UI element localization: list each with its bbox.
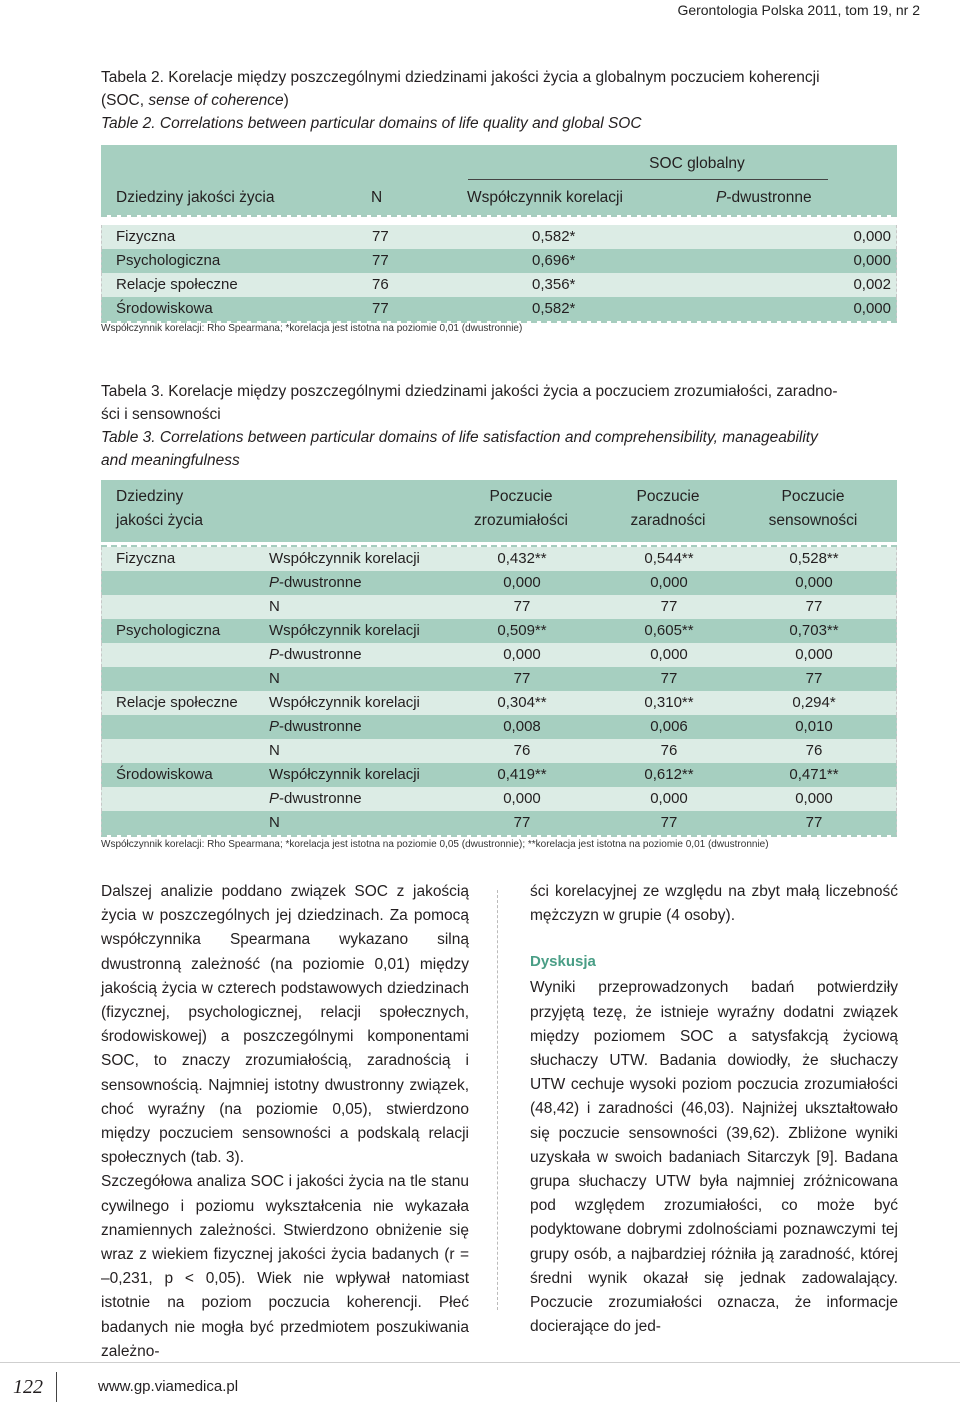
table-row <box>101 667 897 691</box>
table2-group-rule <box>468 179 828 180</box>
table3-row-measure: Współczynnik korelacji <box>269 622 420 639</box>
website-link[interactable]: www.gp.viamedica.pl <box>98 1378 239 1395</box>
table3-head-c3-2: sensowności <box>768 512 858 529</box>
table2-caption-pl-line2a: (SOC, <box>101 92 149 109</box>
table2-label-en: Table 2. <box>101 115 156 132</box>
heading-spacer <box>530 928 898 950</box>
table3-row-measure: N <box>269 598 280 615</box>
table2-caption-pl-line1: Korelacje między poszczególnymi dziedzinami jakości życia a globalnym poczuciem koherencji <box>168 69 820 86</box>
table2-row-coef: 0,356* <box>532 276 576 293</box>
table3-head-c1-1: Poczucie <box>489 488 553 505</box>
table3-cell: 0,310** <box>644 694 694 711</box>
table3-cell: 0,471** <box>789 766 839 783</box>
table-row <box>101 787 897 811</box>
table3-caption-pl-line2: ści i sensowności <box>101 406 221 423</box>
table3-cell: 77 <box>805 670 823 687</box>
table3-cell: 77 <box>513 670 531 687</box>
table2-caption-en: Correlations between particular domains of life quality and global SOC <box>159 115 642 132</box>
table3-row-measure-p-rest: -dwustronne <box>279 574 362 591</box>
table3-label-en: Table 3. <box>101 429 156 446</box>
table3-cell: 0,605** <box>644 622 694 639</box>
table3-row-measure: Współczynnik korelacji <box>269 694 420 711</box>
table2-col-p <box>716 189 812 207</box>
table3-cell: 0,432** <box>497 550 547 567</box>
table2-row-n: 77 <box>372 252 389 269</box>
table3-cell: 0,000 <box>650 574 688 591</box>
table-row <box>101 763 897 787</box>
table3-head-c1 <box>446 485 596 533</box>
table3-cell: 0,000 <box>503 574 541 591</box>
table2-row-domain: Relacje społeczne <box>116 276 238 293</box>
table2-row-p: 0,002 <box>853 276 891 293</box>
table2-row-domain: Fizyczna <box>116 228 176 245</box>
table-row <box>101 811 897 835</box>
table3-row-measure-p-italic: P <box>269 574 280 591</box>
table3-row-domain: Relacje społeczne <box>116 694 238 711</box>
table3-cell: 0,509** <box>497 622 547 639</box>
table3-row-measure: Współczynnik korelacji <box>269 766 420 783</box>
table3-note: Współczynnik korelacji: Rho Spearmana; *korelacja jest istotna na poziomie 0,05 (dwustronnie); **korelacja jest istotna na poziomie 0,01 (dwustronnie) <box>101 839 769 850</box>
table-row <box>101 643 897 667</box>
body-right-paragraph-2: Wyniki przeprowadzonych badań potwierdziły przyjętą tezę, że istnieje wyraźny dodatni związek między poziomem SOC a satysfakcją życiową słuchaczy UTW. Badania dowiodły, że słuchaczy UTW cechuje wysoki poziom poczucia zrozumiałości (48,42) i zaradności (46,03). Najniżej ukształtowało się poczucie sensowności (39,62). Zbliżone wyniki uzyskała w swoich badaniach Sitarczyk [9]. Badana grupa słuchaczy UTW była najmniej zróżnicowana pod względem zrozumiałości, co może być podyktowane dobrymi zdolnościami poznawczymi tej grupy osób, a najbardziej różniła ją zaradność, której średni wynik okazał się jednak zadowalający. Poczucie zrozumiałości oznacza, że informacje docierające do jed- <box>530 979 898 1336</box>
table3-cell: 77 <box>513 598 531 615</box>
table3-caption <box>101 380 897 472</box>
running-header: Gerontologia Polska 2011, tom 19, nr 2 <box>677 2 920 18</box>
table3-cell: 0,008 <box>503 718 541 735</box>
table3-head-c2-1: Poczucie <box>636 488 700 505</box>
table2-col-p-italic: P <box>716 189 727 206</box>
table3-row-domain: Fizyczna <box>116 550 176 567</box>
table3-cell: 0,703** <box>789 622 839 639</box>
table-row <box>101 273 897 297</box>
table2-separator <box>101 215 897 225</box>
table3-cell: 76 <box>805 742 823 759</box>
table2-label-pl: Tabela 2. <box>101 69 164 86</box>
table2-caption <box>101 66 897 135</box>
table3-cell: 77 <box>805 598 823 615</box>
table3-row-measure <box>269 643 362 667</box>
table3-head-domain-1: Dziedziny <box>116 488 184 505</box>
table2-row-coef: 0,696* <box>532 252 576 269</box>
table2-group-header: SOC globalny <box>649 155 745 172</box>
table3-row-measure: N <box>269 814 280 831</box>
table2-header <box>101 145 897 215</box>
table2 <box>101 145 897 325</box>
table3-row-measure <box>269 787 362 811</box>
body-left-column <box>101 880 469 1364</box>
table2-row-p: 0,000 <box>853 252 891 269</box>
table3-row-measure-p-rest: -dwustronne <box>279 790 362 807</box>
table3-row-measure-p-italic: P <box>269 646 280 663</box>
footer-rule <box>0 1362 960 1363</box>
table3-head-c2-2: zaradności <box>630 512 706 529</box>
table-row <box>101 595 897 619</box>
table3-row-measure: N <box>269 742 280 759</box>
table3-head-c3 <box>738 485 888 533</box>
table3-head-domain <box>116 485 203 533</box>
table3-cell: 0,000 <box>795 790 833 807</box>
table3-cell: 77 <box>660 598 678 615</box>
table-row <box>101 691 897 715</box>
table3-caption-en-line1: Correlations between particular domains of life satisfaction and comprehensibility, manageability <box>159 429 818 446</box>
section-heading-dyskusja: Dyskusja <box>530 953 596 971</box>
table3-cell: 0,000 <box>503 646 541 663</box>
page-number: 122 <box>0 1372 57 1402</box>
table3-row-measure <box>269 571 362 595</box>
table2-row-coef: 0,582* <box>532 228 576 245</box>
table3-row-measure-p-rest: -dwustronne <box>279 646 362 663</box>
table3-cell: 0,000 <box>503 790 541 807</box>
table3-cell: 0,000 <box>650 646 688 663</box>
table3-label-pl: Tabela 3. <box>101 383 164 400</box>
table3-row-measure-p-italic: P <box>269 718 280 735</box>
body-right-paragraph-1: ści korelacyjnej ze względu na zbyt małą liczebność mężczyzn w grupie (4 osoby). <box>530 883 898 925</box>
column-divider <box>497 890 498 1310</box>
table-row <box>101 619 897 643</box>
table3-row-measure-p-rest: -dwustronne <box>279 718 362 735</box>
table3-cell: 0,419** <box>497 766 547 783</box>
table2-row-n: 76 <box>372 276 389 293</box>
table2-row-p: 0,000 <box>853 300 891 317</box>
table2-col-n: N <box>371 189 383 206</box>
table3-head-c1-2: zrozumiałości <box>474 512 568 529</box>
table2-row-n: 77 <box>372 300 389 317</box>
table-row <box>101 739 897 763</box>
table2-caption-pl-line2b: sense of coherence <box>148 92 284 109</box>
table3-caption-en-line2: and meaningfulness <box>101 452 240 469</box>
table3-cell: 76 <box>513 742 531 759</box>
body-right-column <box>530 880 898 1339</box>
table3-cell: 0,000 <box>795 646 833 663</box>
table2-row-p: 0,000 <box>853 228 891 245</box>
table2-col-p-rest: -dwustronne <box>726 189 812 206</box>
table2-row-domain: Psychologiczna <box>116 252 221 269</box>
table3 <box>101 480 897 839</box>
table3-row-measure: N <box>269 670 280 687</box>
table3-cell: 0,612** <box>644 766 694 783</box>
table3-caption-pl-line1: Korelacje między poszczególnymi dziedzinami jakości życia a poczuciem zrozumiałości, zaradno- <box>168 383 838 400</box>
table3-row-domain: Środowiskowa <box>116 766 213 783</box>
table-row <box>101 297 897 321</box>
table3-cell: 77 <box>805 814 823 831</box>
table3-row-measure: Współczynnik korelacji <box>269 550 420 567</box>
table3-cell: 0,010 <box>795 718 833 735</box>
table3-cell: 77 <box>660 814 678 831</box>
table-row <box>101 715 897 739</box>
table2-row-coef: 0,582* <box>532 300 576 317</box>
table3-cell: 0,000 <box>650 790 688 807</box>
table3-body <box>101 547 897 835</box>
body-left-paragraph-2: Szczegółowa analiza SOC i jakości życia na tle stanu cywilnego i poziomu wykształcenia nie wykazała znamiennych zależności. Stwierdzono obniżenie się wraz z wiekiem fizycznej jakości życia badanych (r = –0,231, p < 0,05). Wiek nie wpływał natomiast istotnie na poziom poczucia koherencji. Płeć badanych nie mogła być przedmiotem poszukiwania zależno- <box>101 1173 469 1360</box>
table3-head-domain-2: jakości życia <box>116 512 203 529</box>
table-row <box>101 547 897 571</box>
table3-head-c2 <box>593 485 743 533</box>
table3-cell: 0,528** <box>789 550 839 567</box>
table3-cell: 0,294* <box>792 694 836 711</box>
table3-cell: 76 <box>660 742 678 759</box>
table3-header <box>101 480 897 542</box>
table-row <box>101 225 897 249</box>
table3-cell: 77 <box>513 814 531 831</box>
table3-cell: 0,304** <box>497 694 547 711</box>
table2-col-domain: Dziedziny jakości życia <box>116 189 275 206</box>
table3-cell: 0,000 <box>795 574 833 591</box>
table3-cell: 77 <box>660 670 678 687</box>
table2-col-coef: Współczynnik korelacji <box>467 189 623 206</box>
table3-row-domain: Psychologiczna <box>116 622 221 639</box>
table3-head-c3-1: Poczucie <box>781 488 845 505</box>
table2-caption-pl-line2c: ) <box>283 92 289 109</box>
table2-row-n: 77 <box>372 228 389 245</box>
body-left-paragraph-1: Dalszej analizie poddano związek SOC z jakością życia w poszczególnych jej dziedzinach. Za pomocą współczynnika Spearmana wykazano silną dwustronną zależność (na poziomie 0,01) między jakością życia w czterech podstawowych dziedzinach (fizycznej, psychologicznej, relacji społecznych, środowiskowej) a poszczególnymi komponentami SOC, to znaczy zrozumiałością, zaradnością i sensownością. Najmniej istotny dwustronny związek, choć wyraźny (na poziomie 0,05), stwierdzono między poczuciem sensowności a podskalą relacji społecznych (tab. 3). <box>101 883 469 1167</box>
table3-row-measure-p-italic: P <box>269 790 280 807</box>
table-row <box>101 249 897 273</box>
table2-note: Współczynnik korelacji: Rho Spearmana; *korelacja jest istotna na poziomie 0,01 (dwustronnie) <box>101 323 523 334</box>
table3-cell: 0,544** <box>644 550 694 567</box>
table2-row-domain: Środowiskowa <box>116 300 213 317</box>
table3-row-measure <box>269 715 362 739</box>
table3-cell: 0,006 <box>650 718 688 735</box>
table-row <box>101 571 897 595</box>
